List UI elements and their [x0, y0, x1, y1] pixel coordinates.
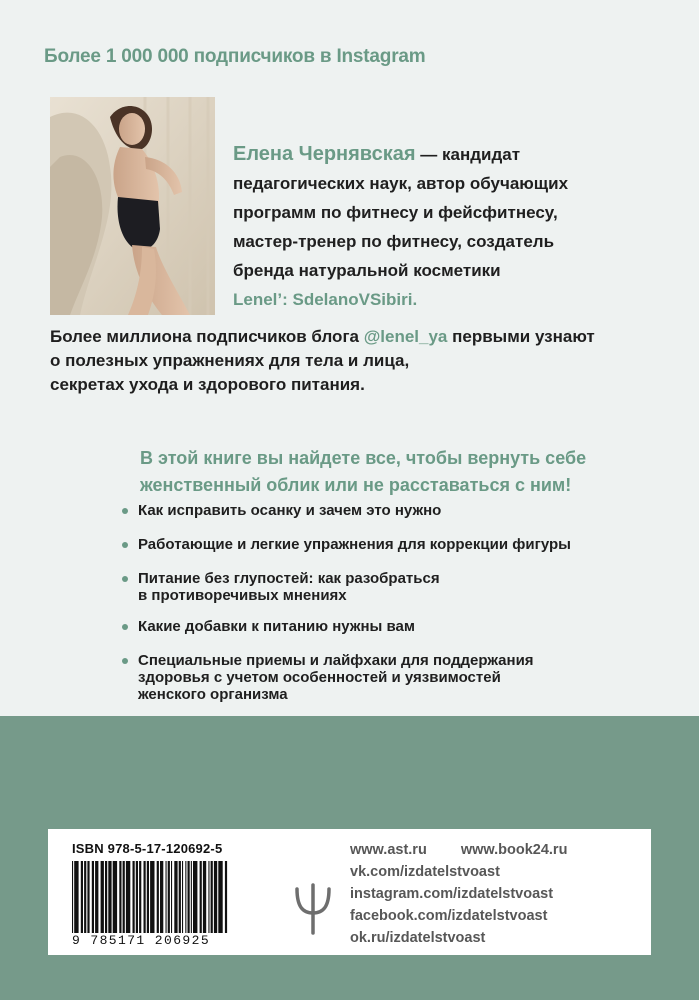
feature-text: Специальные приемы и лайфхаки для поддержания	[138, 652, 534, 669]
barcode-bar	[87, 861, 89, 933]
barcode-bar	[193, 861, 197, 933]
barcode-bar	[166, 861, 167, 933]
barcode-bar	[105, 861, 107, 933]
barcode-bar	[126, 861, 130, 933]
barcode-bar	[203, 861, 206, 933]
author-bio	[233, 140, 673, 314]
book-tagline	[140, 445, 660, 499]
feature-text: Работающие и легкие упражнения для коррекции фигуры	[138, 536, 571, 553]
barcode-digits: 9 785171 206925	[72, 933, 211, 948]
followers-text: секретах ухода и здорового питания.	[50, 375, 365, 394]
barcode-bar	[185, 861, 186, 933]
barcode-bar	[74, 861, 78, 933]
website-link[interactable]: www.book24.ru	[460, 842, 568, 858]
barcode-bar	[179, 861, 181, 933]
barcode-bar	[150, 861, 154, 933]
isbn-label: ISBN 978-5-17-120692-5	[72, 841, 223, 856]
blog-handle: @lenel_ya	[363, 327, 448, 346]
bio-line: — кандидат	[420, 145, 521, 164]
brand-name: Lenel’: SdelanoVSibiri.	[233, 290, 418, 309]
barcode-bar	[92, 861, 94, 933]
feature-text: Как исправить осанку и зачем это нужно	[138, 502, 442, 519]
barcode-bar	[144, 861, 146, 933]
feature-text: Какие добавки к питанию нужны вам	[138, 618, 415, 635]
barcode-bar	[147, 861, 149, 933]
bio-line: педагогических наук, автор обучающих	[233, 174, 569, 193]
social-link[interactable]: ok.ru/izdatelstvoast	[350, 930, 486, 946]
barcode-bar	[123, 861, 125, 933]
bio-line: мастер-тренер по фитнесу, создатель	[233, 232, 555, 251]
barcode-bar	[72, 861, 73, 933]
barcode-bar	[182, 861, 183, 933]
author-photo	[50, 97, 215, 315]
barcode-bar	[101, 861, 104, 933]
feature-item	[118, 652, 534, 703]
barcode-bar	[157, 861, 159, 933]
bullet-icon	[122, 658, 128, 664]
barcode-bar	[119, 861, 121, 933]
feature-text: здоровья с учетом особенностей и уязвимостей	[138, 669, 501, 686]
top-banner: Более 1 000 000 подписчиков в Instagram	[44, 46, 426, 67]
barcode-bar	[214, 861, 217, 933]
publisher-info-panel	[48, 829, 651, 955]
publisher-links	[350, 839, 640, 949]
tagline-line: В этой книге вы найдете все, чтобы вернуть себе	[140, 448, 587, 468]
barcode-bar	[200, 861, 202, 933]
barcode-bar	[139, 861, 141, 933]
feature-text: в противоречивых мнениях	[138, 587, 347, 604]
barcode-bar	[113, 861, 117, 933]
tagline-line: женственный облик или не расставаться с ним!	[140, 475, 572, 495]
barcode-bar	[136, 861, 138, 933]
barcode-bar	[225, 861, 227, 933]
feature-item	[118, 570, 440, 604]
barcode-bar	[95, 861, 98, 933]
barcode-bar	[81, 861, 83, 933]
bullet-icon	[122, 624, 128, 630]
barcode-bar	[171, 861, 172, 933]
barcode-bar	[208, 861, 209, 933]
barcode-bar	[211, 861, 213, 933]
barcode-bar	[191, 861, 192, 933]
author-name: Елена Чернявская	[233, 143, 416, 165]
bio-line: бренда натуральной косметики	[233, 261, 501, 280]
barcode-bar	[174, 861, 177, 933]
website-link[interactable]: www.ast.ru	[350, 842, 427, 858]
barcode-bar	[84, 861, 86, 933]
barcode-bar	[168, 861, 170, 933]
bio-line: программ по фитнесу и фейсфитнесу,	[233, 203, 558, 222]
social-link[interactable]: vk.com/izdatelstvoast	[350, 864, 500, 880]
followers-text: Более миллиона подписчиков блога	[50, 327, 364, 346]
feature-item	[118, 536, 571, 553]
barcode-bar	[108, 861, 111, 933]
bullet-icon	[122, 542, 128, 548]
barcode-bar	[133, 861, 135, 933]
feature-item	[118, 618, 415, 635]
bullet-icon	[122, 576, 128, 582]
barcode	[70, 861, 268, 935]
feature-item	[118, 502, 441, 519]
social-link[interactable]: instagram.com/izdatelstvoast	[350, 886, 554, 902]
followers-text: первыми узнают	[447, 327, 595, 346]
barcode-bar	[218, 861, 222, 933]
psi-logo-icon	[293, 881, 333, 937]
feature-text: женского организма	[138, 686, 288, 703]
barcode-bar	[188, 861, 190, 933]
followers-text: о полезных упражнениях для тела и лица,	[50, 351, 410, 370]
feature-text: Питание без глупостей: как разобраться	[138, 570, 440, 587]
bullet-icon	[122, 508, 128, 514]
barcode-bar	[160, 861, 163, 933]
social-link[interactable]: facebook.com/izdatelstvoast	[350, 908, 548, 924]
followers-paragraph	[50, 325, 680, 397]
